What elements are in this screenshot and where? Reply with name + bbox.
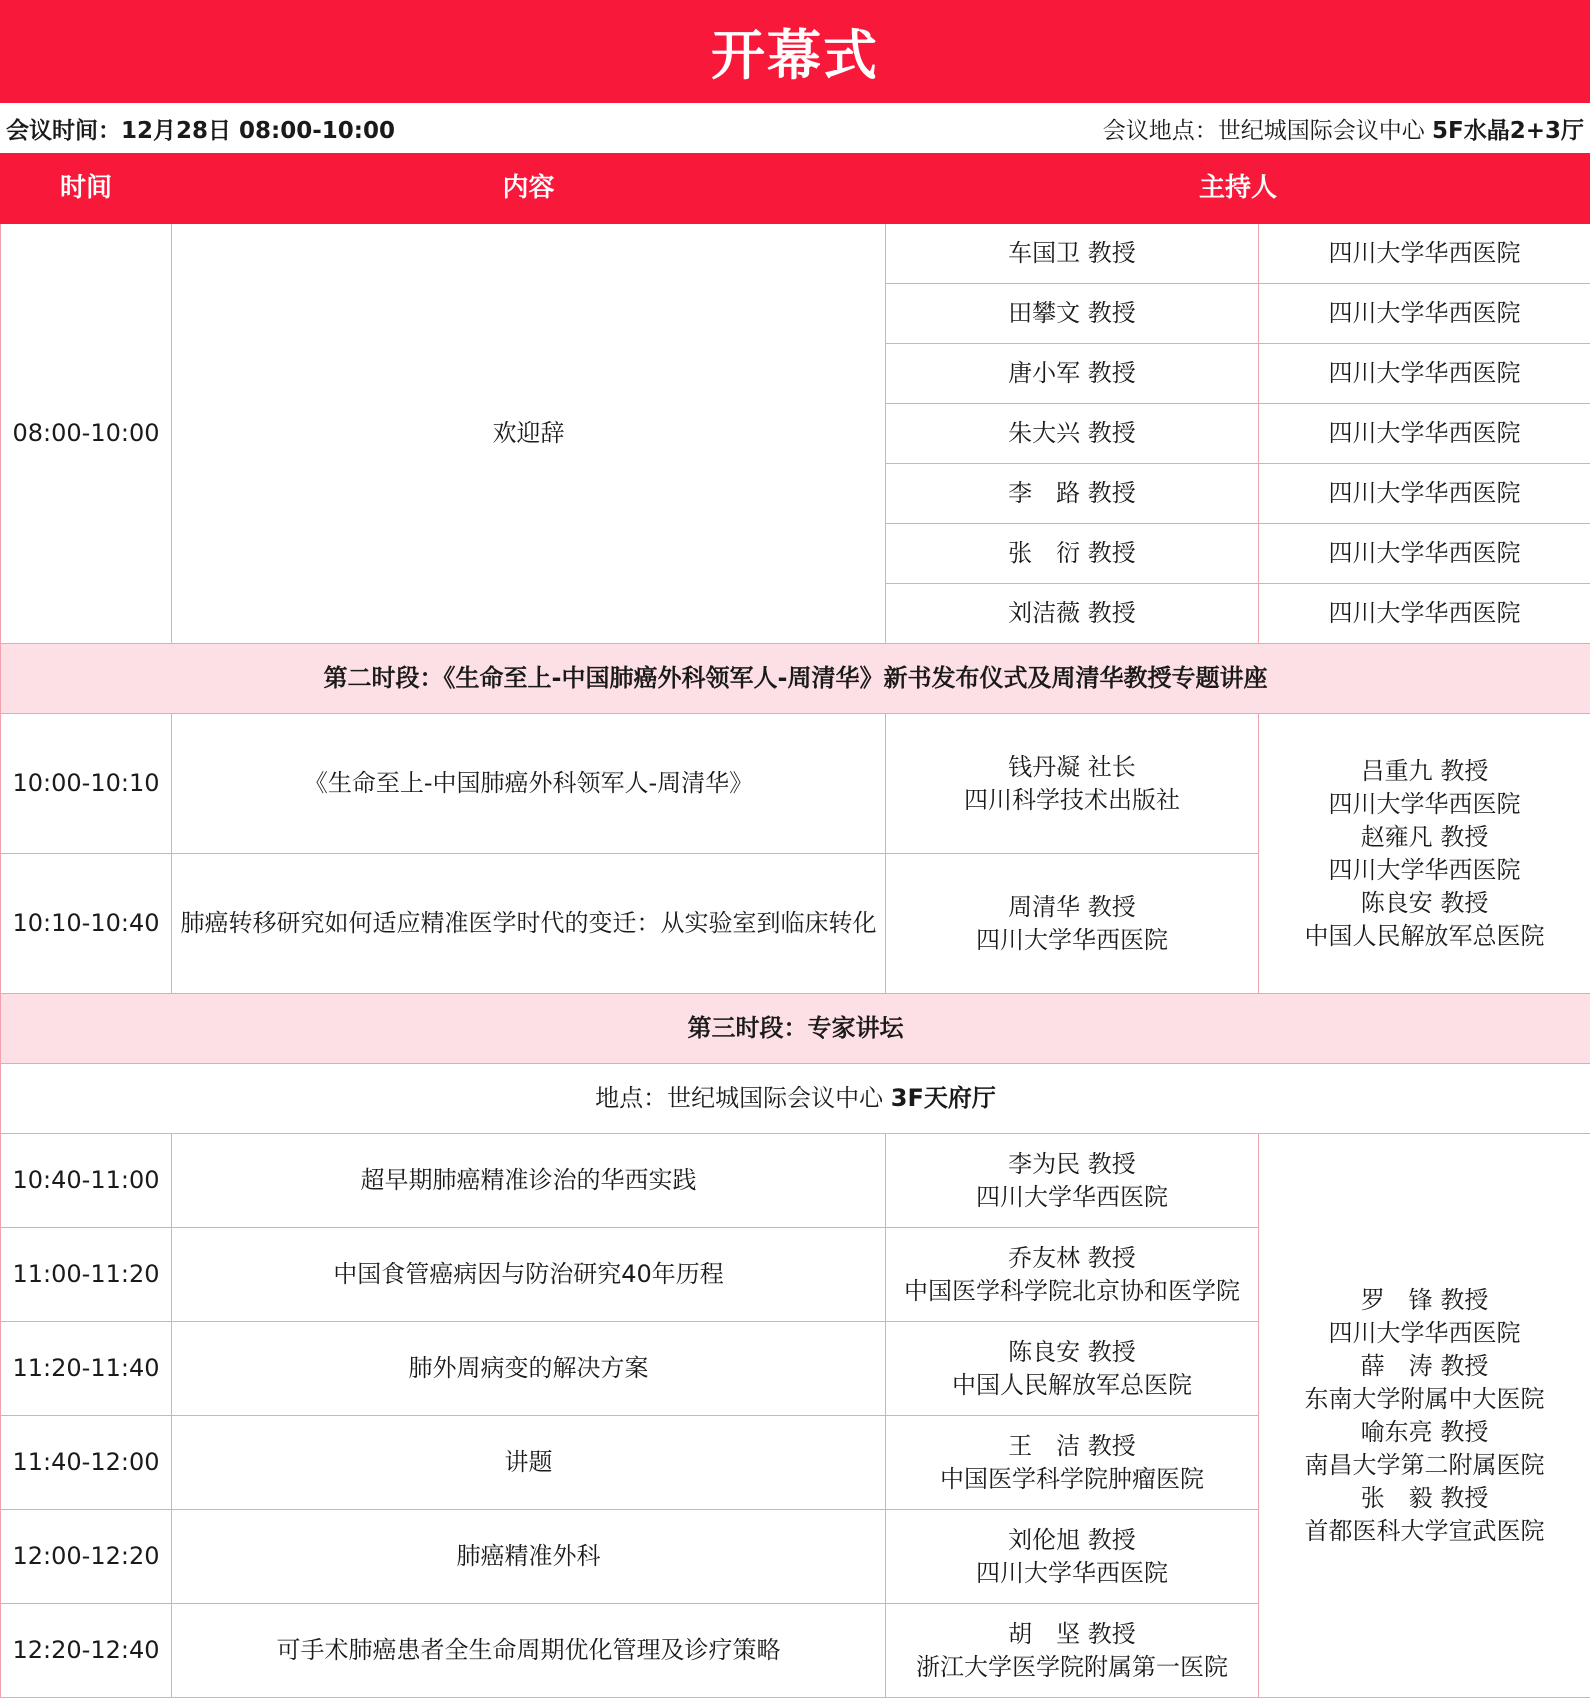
session-topic: 讲题 [172,1416,886,1510]
session-speaker [886,1416,1259,1510]
header-content: 内容 [172,154,886,224]
speaker-name: 周清华 教授 [1008,892,1136,921]
meeting-place-value: 5F水晶2+3厅 [1432,117,1584,144]
session-time: 12:20-12:40 [1,1604,172,1698]
host-org: 四川大学华西医院 [1259,584,1590,644]
host-org: 四川大学华西医院 [1259,524,1590,584]
chair-line: 薛 涛 教授 [1360,1351,1489,1380]
meeting-time-value: 12月28日 08:00-10:00 [121,117,395,144]
page-title: 开幕式 [0,0,1590,103]
section-3-title: 第三时段：专家讲坛 [1,994,1590,1064]
meeting-info [0,103,1590,153]
opening-time: 08:00-10:00 [1,224,172,644]
session-topic: 《生命至上-中国肺癌外科领军人-周清华》 [172,714,886,854]
host-name: 田攀文 教授 [886,284,1259,344]
chair-line: 吕重九 教授 [1360,756,1489,785]
chair-line: 陈良安 教授 [1360,888,1489,917]
location-text [1,1064,1590,1134]
chair-line: 四川大学华西医院 [1328,855,1521,884]
session-topic: 超早期肺癌精准诊治的华西实践 [172,1134,886,1228]
session-time: 12:00-12:20 [1,1510,172,1604]
chair-line: 罗 锋 教授 [1360,1285,1489,1314]
section-2-chairs [1259,714,1590,994]
meeting-place [1103,112,1584,145]
speaker-name: 钱丹凝 社长 [1008,752,1136,781]
table-header-row [1,154,1590,224]
speaker-name: 乔友林 教授 [1008,1243,1136,1272]
host-org: 四川大学华西医院 [1259,344,1590,404]
meeting-place-label: 会议地点：世纪城国际会议中心 [1102,117,1432,144]
host-org: 四川大学华西医院 [1259,464,1590,524]
host-name: 车国卫 教授 [886,224,1259,284]
location-value: 3F天府厅 [890,1084,996,1112]
location-label: 地点：世纪城国际会议中心 [595,1084,891,1112]
header-time: 时间 [1,154,172,224]
session-speaker [886,1322,1259,1416]
host-name: 朱大兴 教授 [886,404,1259,464]
section-2-title: 第二时段：《生命至上-中国肺癌外科领军人-周清华》新书发布仪式及周清华教授专题讲座 [1,644,1590,714]
speaker-org: 四川大学华西医院 [976,925,1168,954]
chair-line: 张 毅 教授 [1360,1483,1489,1512]
table-row [1,224,1590,284]
speaker-name: 李为民 教授 [1008,1149,1136,1178]
session-speaker [886,714,1259,854]
chair-line: 四川大学华西医院 [1328,1318,1521,1347]
header-host: 主持人 [886,154,1590,224]
session-time: 10:10-10:40 [1,854,172,994]
speaker-name: 王 洁 教授 [1008,1431,1136,1460]
host-org: 四川大学华西医院 [1259,404,1590,464]
speaker-org: 中国人民解放军总医院 [952,1370,1192,1399]
speaker-org: 四川大学华西医院 [976,1182,1168,1211]
section-3-header [1,994,1590,1064]
session-time: 10:40-11:00 [1,1134,172,1228]
session-topic: 肺癌精准外科 [172,1510,886,1604]
speaker-org: 浙江大学医学院附属第一医院 [916,1652,1228,1681]
speaker-org: 四川大学华西医院 [976,1558,1168,1587]
speaker-name: 胡 坚 教授 [1008,1619,1136,1648]
schedule-table [0,153,1590,1698]
meeting-time-label: 会议时间： [6,117,121,144]
session-topic: 肺外周病变的解决方案 [172,1322,886,1416]
session-time: 10:00-10:10 [1,714,172,854]
speaker-name: 刘伦旭 教授 [1008,1525,1136,1554]
session-speaker [886,1510,1259,1604]
session-speaker [886,1134,1259,1228]
session-time: 11:00-11:20 [1,1228,172,1322]
speaker-org: 中国医学科学院肿瘤医院 [940,1464,1204,1493]
session-topic: 肺癌转移研究如何适应精准医学时代的变迁：从实验室到临床转化 [172,854,886,994]
speaker-name: 陈良安 教授 [1008,1337,1136,1366]
chair-line: 中国人民解放军总医院 [1304,921,1545,950]
session-topic: 中国食管癌病因与防治研究40年历程 [172,1228,886,1322]
session-speaker [886,1228,1259,1322]
session-speaker [886,1604,1259,1698]
section-2-header [1,644,1590,714]
host-name: 李 路 教授 [886,464,1259,524]
chair-line: 喻东亮 教授 [1360,1417,1489,1446]
opening-content: 欢迎辞 [172,224,886,644]
speaker-org: 中国医学科学院北京协和医学院 [904,1276,1240,1305]
host-org: 四川大学华西医院 [1259,284,1590,344]
section-3-chairs [1259,1134,1590,1698]
session-speaker [886,854,1259,994]
section-3-location [1,1064,1590,1134]
table-row [1,714,1590,854]
host-name: 张 衍 教授 [886,524,1259,584]
speaker-org: 四川科学技术出版社 [964,785,1180,814]
chair-line: 赵雍凡 教授 [1360,822,1489,851]
host-name: 唐小军 教授 [886,344,1259,404]
chair-line: 东南大学附属中大医院 [1304,1384,1545,1413]
host-org: 四川大学华西医院 [1259,224,1590,284]
session-time: 11:20-11:40 [1,1322,172,1416]
chair-line: 南昌大学第二附属医院 [1304,1450,1545,1479]
session-time: 11:40-12:00 [1,1416,172,1510]
table-row [1,1134,1590,1228]
chair-line: 四川大学华西医院 [1328,789,1521,818]
meeting-time [6,112,395,145]
host-name: 刘洁薇 教授 [886,584,1259,644]
session-topic: 可手术肺癌患者全生命周期优化管理及诊疗策略 [172,1604,886,1698]
chair-line: 首都医科大学宣武医院 [1304,1516,1545,1545]
